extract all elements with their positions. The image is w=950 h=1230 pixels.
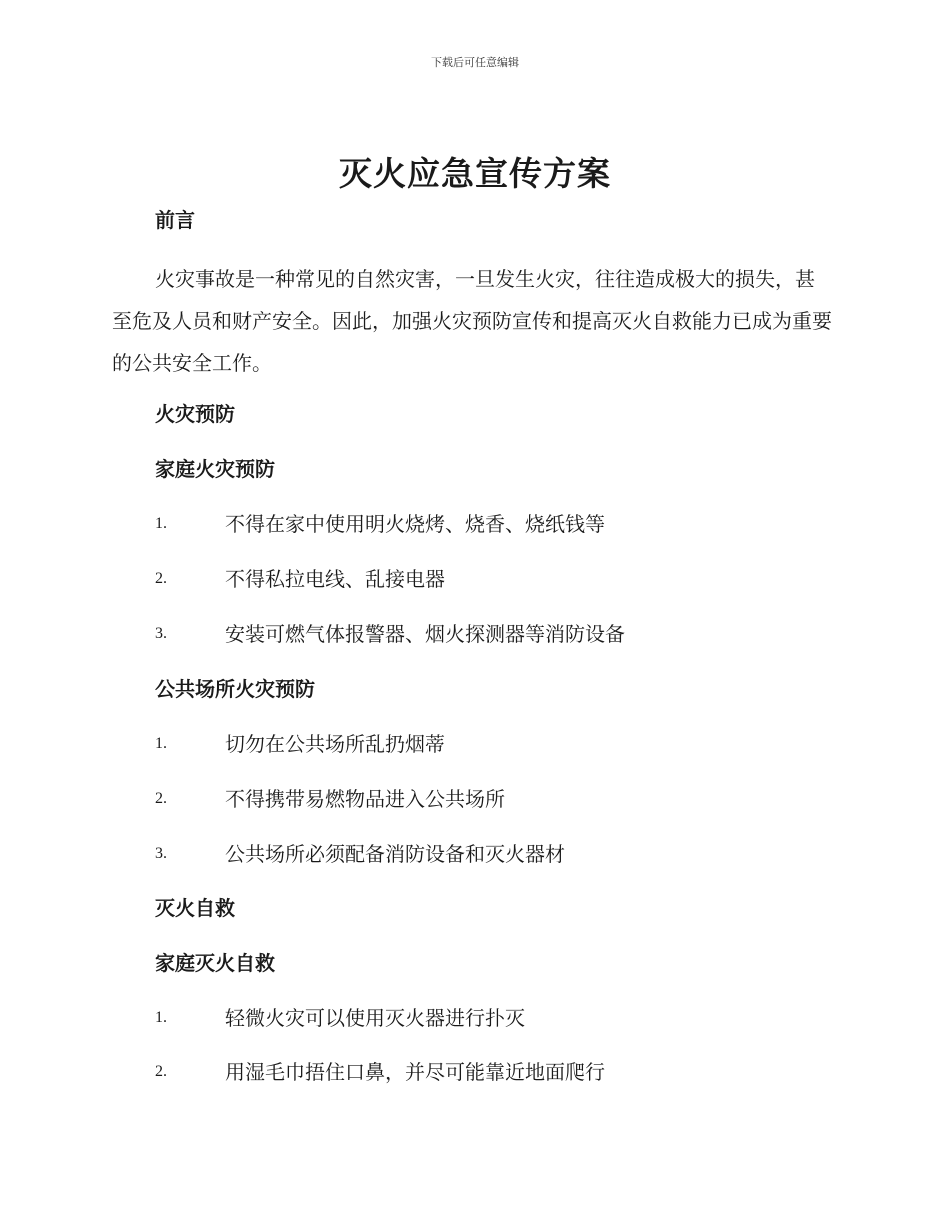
document-title: 灭火应急宣传方案 [339,154,611,193]
list-item [155,730,835,758]
list-item [155,620,835,648]
list-text: 不得携带易燃物品进入公共场所 [225,787,505,811]
heading-public-fire-prevention: 公共场所火灾预防 [155,677,315,701]
heading-preface: 前言 [155,208,195,232]
list-text: 切勿在公共场所乱扔烟蒂 [225,732,445,756]
list-number: 1. [155,515,167,532]
list-number: 2. [155,1063,167,1080]
list-number: 2. [155,570,167,587]
list-text: 不得在家中使用明火烧烤、烧香、烧纸钱等 [225,512,605,536]
list-item [155,510,835,538]
list-text: 公共场所必须配备消防设备和灭火器材 [225,842,565,866]
list-number: 3. [155,845,167,862]
list-number: 3. [155,625,167,642]
list-text: 轻微火灾可以使用灭火器进行扑灭 [225,1006,525,1030]
preface-paragraph: 火灾事故是一种常见的自然灾害，一旦发生火灾，往往造成极大的损失，甚至危及人员和财产安全。因此，加强火灾预防宣传和提高灭火自救能力已成为重要的公共安全工作。 [112,267,832,375]
heading-home-self-rescue: 家庭灭火自救 [155,951,275,975]
list-text: 安装可燃气体报警器、烟火探测器等消防设备 [225,622,625,646]
list-item [155,565,835,593]
list-item [155,1058,835,1086]
header-note: 下载后可任意编辑 [431,56,519,69]
heading-self-rescue: 灭火自救 [155,896,235,920]
list-text: 用湿毛巾捂住口鼻，并尽可能靠近地面爬行 [225,1060,605,1084]
list-number: 1. [155,1009,167,1026]
list-number: 1. [155,735,167,752]
list-item [155,785,835,813]
list-number: 2. [155,790,167,807]
list-text: 不得私拉电线、乱接电器 [225,567,445,591]
heading-fire-prevention: 火灾预防 [155,402,235,426]
list-item [155,840,835,868]
list-item [155,1004,835,1032]
heading-home-fire-prevention: 家庭火灾预防 [155,457,275,481]
